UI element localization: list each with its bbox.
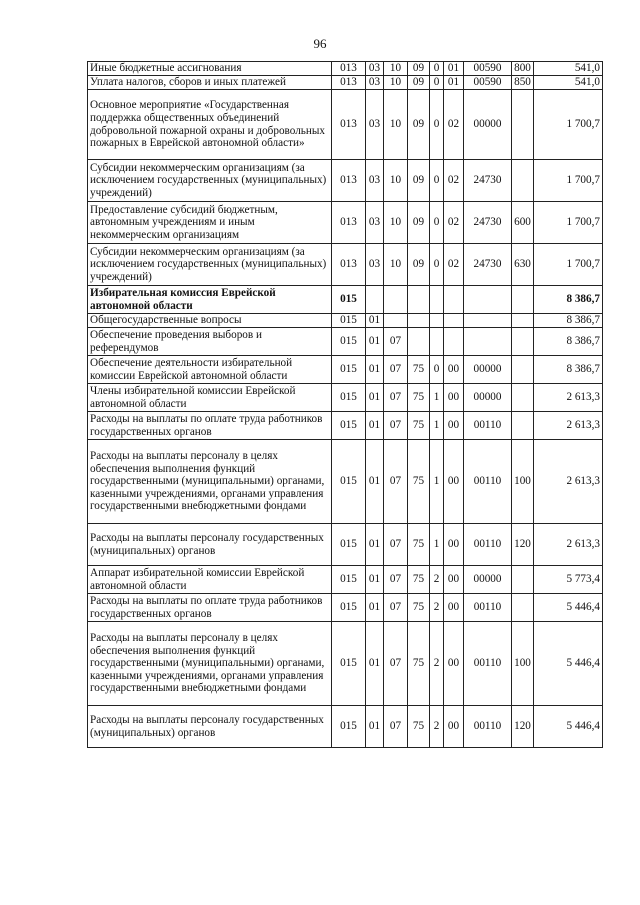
ministry-code: 015: [332, 314, 366, 328]
expense-type-code: [512, 314, 534, 328]
program-code: 09: [408, 202, 430, 244]
event-code: 02: [444, 244, 464, 286]
subprogram-code: 0: [430, 76, 444, 90]
subsection-code: 07: [384, 328, 408, 356]
program-code: 75: [408, 356, 430, 384]
expense-type-code: [512, 160, 534, 202]
ministry-code: 015: [332, 594, 366, 622]
subsection-code: 10: [384, 76, 408, 90]
subprogram-code: [430, 328, 444, 356]
section-code: 03: [366, 160, 384, 202]
direction-code: 00110: [464, 594, 512, 622]
subprogram-code: 1: [430, 384, 444, 412]
table-row: [88, 412, 603, 440]
direction-code: 00000: [464, 356, 512, 384]
direction-code: 24730: [464, 202, 512, 244]
event-code: 00: [444, 706, 464, 748]
subprogram-code: 2: [430, 622, 444, 706]
section-code: 01: [366, 412, 384, 440]
amount: 5 773,4: [534, 566, 603, 594]
expense-type-code: 850: [512, 76, 534, 90]
amount: 2 613,3: [534, 440, 603, 524]
expense-type-code: 630: [512, 244, 534, 286]
expense-type-code: [512, 412, 534, 440]
event-code: 01: [444, 62, 464, 76]
table-row: [88, 706, 603, 748]
subprogram-code: 0: [430, 244, 444, 286]
direction-code: 00000: [464, 90, 512, 160]
section-code: 01: [366, 594, 384, 622]
subprogram-code: [430, 314, 444, 328]
direction-code: 00590: [464, 76, 512, 90]
section-code: 03: [366, 76, 384, 90]
expense-type-code: 800: [512, 62, 534, 76]
budget-item-name: Расходы на выплаты по оплате труда работников государственных органов: [88, 412, 332, 440]
program-code: 75: [408, 622, 430, 706]
subprogram-code: [430, 286, 444, 314]
budget-item-name: Иные бюджетные ассигнования: [88, 62, 332, 76]
amount: 1 700,7: [534, 244, 603, 286]
budget-item-name: Обеспечение проведения выборов и референдумов: [88, 328, 332, 356]
event-code: 00: [444, 412, 464, 440]
section-code: 01: [366, 356, 384, 384]
program-code: 75: [408, 384, 430, 412]
table-row: [88, 62, 603, 76]
event-code: 00: [444, 356, 464, 384]
table-row: [88, 524, 603, 566]
subsection-code: 07: [384, 384, 408, 412]
subsection-code: 07: [384, 566, 408, 594]
table-row: [88, 328, 603, 356]
budget-item-name: Общегосударственные вопросы: [88, 314, 332, 328]
section-code: 01: [366, 384, 384, 412]
budget-item-name: Основное мероприятие «Государственная поддержка общественных объединений добровольной пожарной охраны и добровольных пожарных в Еврейской автономной области»: [88, 90, 332, 160]
table-row: [88, 244, 603, 286]
ministry-code: 013: [332, 90, 366, 160]
program-code: [408, 314, 430, 328]
event-code: 00: [444, 622, 464, 706]
section-code: 01: [366, 314, 384, 328]
direction-code: 00110: [464, 440, 512, 524]
budget-item-name: Члены избирательной комиссии Еврейской автономной области: [88, 384, 332, 412]
budget-item-name: Аппарат избирательной комиссии Еврейской автономной области: [88, 566, 332, 594]
amount: 541,0: [534, 62, 603, 76]
subprogram-code: 0: [430, 62, 444, 76]
table-row: [88, 566, 603, 594]
ministry-code: 015: [332, 524, 366, 566]
table-row: [88, 440, 603, 524]
subprogram-code: 1: [430, 524, 444, 566]
subprogram-code: 2: [430, 706, 444, 748]
ministry-code: 013: [332, 76, 366, 90]
program-code: 75: [408, 594, 430, 622]
program-code: 09: [408, 76, 430, 90]
expense-type-code: 600: [512, 202, 534, 244]
subsection-code: 07: [384, 524, 408, 566]
section-code: 03: [366, 62, 384, 76]
expense-type-code: [512, 90, 534, 160]
subsection-code: 10: [384, 160, 408, 202]
program-code: 09: [408, 160, 430, 202]
budget-item-name: Расходы на выплаты персоналу в целях обеспечения выполнения функций государственными (муниципальными) органами, казенными учреждениями, органами управления государственными внебюджетными фондами: [88, 622, 332, 706]
ministry-code: 015: [332, 622, 366, 706]
amount: 2 613,3: [534, 412, 603, 440]
amount: 541,0: [534, 76, 603, 90]
subsection-code: [384, 314, 408, 328]
budget-item-name: Избирательная комиссия Еврейской автономной области: [88, 286, 332, 314]
event-code: 02: [444, 160, 464, 202]
expense-type-code: 100: [512, 622, 534, 706]
subsection-code: 07: [384, 356, 408, 384]
subprogram-code: 2: [430, 594, 444, 622]
subprogram-code: 0: [430, 160, 444, 202]
direction-code: [464, 314, 512, 328]
section-code: 03: [366, 244, 384, 286]
budget-item-name: Уплата налогов, сборов и иных платежей: [88, 76, 332, 90]
budget-item-name: Расходы на выплаты персоналу в целях обеспечения выполнения функций государственными (муниципальными) органами, казенными учреждениями, органами управления государственными внебюджетными фондами: [88, 440, 332, 524]
table-row: [88, 202, 603, 244]
amount: 8 386,7: [534, 286, 603, 314]
program-code: 75: [408, 440, 430, 524]
budget-table: [87, 61, 603, 748]
ministry-code: 015: [332, 328, 366, 356]
ministry-code: 013: [332, 62, 366, 76]
budget-item-name: Расходы на выплаты персоналу государственных (муниципальных) органов: [88, 706, 332, 748]
subsection-code: 07: [384, 412, 408, 440]
amount: 2 613,3: [534, 524, 603, 566]
subprogram-code: 0: [430, 202, 444, 244]
direction-code: 00110: [464, 622, 512, 706]
program-code: 75: [408, 706, 430, 748]
event-code: 00: [444, 440, 464, 524]
ministry-code: 015: [332, 356, 366, 384]
expense-type-code: [512, 594, 534, 622]
section-code: 03: [366, 202, 384, 244]
ministry-code: 015: [332, 440, 366, 524]
amount: 1 700,7: [534, 160, 603, 202]
expense-type-code: 120: [512, 706, 534, 748]
subsection-code: 07: [384, 440, 408, 524]
direction-code: [464, 286, 512, 314]
program-code: [408, 328, 430, 356]
table-row: [88, 622, 603, 706]
program-code: 75: [408, 412, 430, 440]
event-code: [444, 328, 464, 356]
amount: 5 446,4: [534, 622, 603, 706]
direction-code: 00000: [464, 566, 512, 594]
direction-code: 00110: [464, 706, 512, 748]
ministry-code: 013: [332, 202, 366, 244]
section-code: 03: [366, 90, 384, 160]
ministry-code: 015: [332, 566, 366, 594]
expense-type-code: 120: [512, 524, 534, 566]
section-code: 01: [366, 706, 384, 748]
expense-type-code: [512, 286, 534, 314]
amount: 1 700,7: [534, 202, 603, 244]
expense-type-code: [512, 328, 534, 356]
event-code: 00: [444, 384, 464, 412]
amount: 5 446,4: [534, 594, 603, 622]
event-code: [444, 314, 464, 328]
table-row: [88, 76, 603, 90]
event-code: 00: [444, 594, 464, 622]
ministry-code: 013: [332, 160, 366, 202]
expense-type-code: [512, 356, 534, 384]
expense-type-code: [512, 384, 534, 412]
direction-code: 00110: [464, 524, 512, 566]
section-code: 01: [366, 328, 384, 356]
subsection-code: 07: [384, 594, 408, 622]
amount: 1 700,7: [534, 90, 603, 160]
page-number: 96: [313, 36, 327, 51]
direction-code: 00590: [464, 62, 512, 76]
table-row: [88, 90, 603, 160]
program-code: 75: [408, 566, 430, 594]
program-code: 09: [408, 244, 430, 286]
table-row: [88, 286, 603, 314]
subsection-code: 07: [384, 706, 408, 748]
direction-code: 00000: [464, 384, 512, 412]
table-row: [88, 384, 603, 412]
subsection-code: 10: [384, 244, 408, 286]
section-code: [366, 286, 384, 314]
table-row: [88, 160, 603, 202]
program-code: 75: [408, 524, 430, 566]
section-code: 01: [366, 622, 384, 706]
event-code: [444, 286, 464, 314]
subprogram-code: 2: [430, 566, 444, 594]
budget-item-name: Субсидии некоммерческим организациям (за исключением государственных (муниципальных) учреждений): [88, 244, 332, 286]
event-code: 01: [444, 76, 464, 90]
section-code: 01: [366, 566, 384, 594]
subprogram-code: 0: [430, 356, 444, 384]
amount: 8 386,7: [534, 314, 603, 328]
program-code: [408, 286, 430, 314]
direction-code: 00110: [464, 412, 512, 440]
amount: 8 386,7: [534, 356, 603, 384]
subsection-code: 07: [384, 622, 408, 706]
ministry-code: 015: [332, 384, 366, 412]
table-row: [88, 594, 603, 622]
budget-item-name: Расходы на выплаты по оплате труда работников государственных органов: [88, 594, 332, 622]
subsection-code: 10: [384, 90, 408, 160]
ministry-code: 015: [332, 706, 366, 748]
table-row: [88, 314, 603, 328]
expense-type-code: 100: [512, 440, 534, 524]
amount: 5 446,4: [534, 706, 603, 748]
amount: 8 386,7: [534, 328, 603, 356]
budget-item-name: Субсидии некоммерческим организациям (за исключением государственных (муниципальных) учреждений): [88, 160, 332, 202]
budget-item-name: Обеспечение деятельности избирательной комиссии Еврейской автономной области: [88, 356, 332, 384]
expense-type-code: [512, 566, 534, 594]
subsection-code: 10: [384, 202, 408, 244]
ministry-code: 015: [332, 286, 366, 314]
ministry-code: 015: [332, 412, 366, 440]
table-row: [88, 356, 603, 384]
section-code: 01: [366, 524, 384, 566]
direction-code: 24730: [464, 160, 512, 202]
section-code: 01: [366, 440, 384, 524]
subsection-code: [384, 286, 408, 314]
event-code: 02: [444, 90, 464, 160]
event-code: 00: [444, 566, 464, 594]
program-code: 09: [408, 90, 430, 160]
program-code: 09: [408, 62, 430, 76]
subprogram-code: 1: [430, 412, 444, 440]
subprogram-code: 0: [430, 90, 444, 160]
ministry-code: 013: [332, 244, 366, 286]
subprogram-code: 1: [430, 440, 444, 524]
subsection-code: 10: [384, 62, 408, 76]
budget-item-name: Предоставление субсидий бюджетным, автономным учреждениям и иным некоммерческим организациям: [88, 202, 332, 244]
direction-code: 24730: [464, 244, 512, 286]
event-code: 00: [444, 524, 464, 566]
amount: 2 613,3: [534, 384, 603, 412]
event-code: 02: [444, 202, 464, 244]
direction-code: [464, 328, 512, 356]
budget-item-name: Расходы на выплаты персоналу государственных (муниципальных) органов: [88, 524, 332, 566]
